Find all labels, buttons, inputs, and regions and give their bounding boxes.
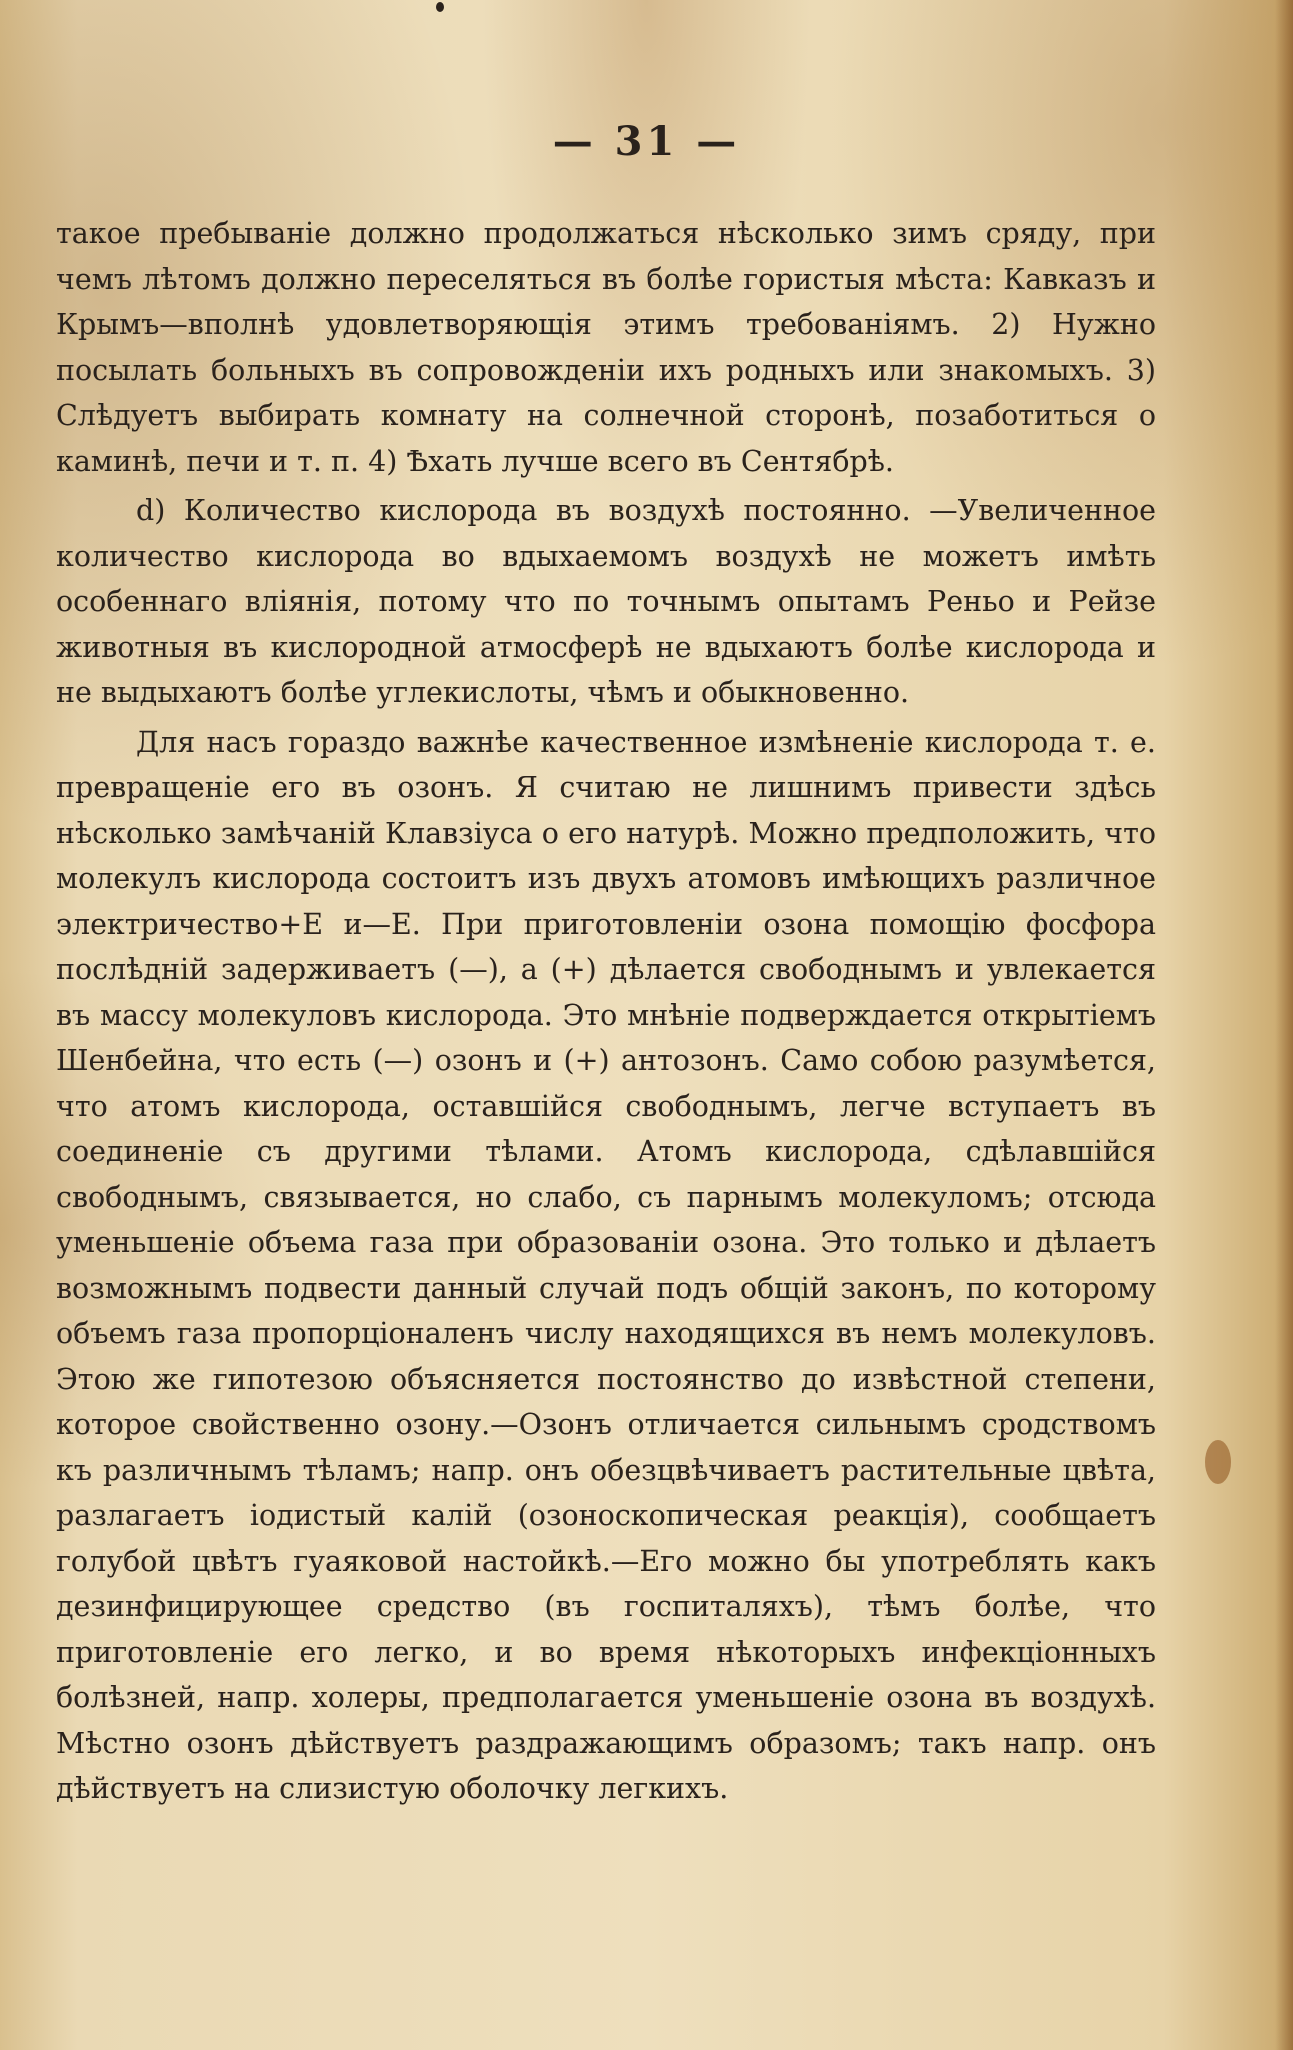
paragraph-2: d) Количество кислорода въ воздухѣ постоянно. —Увеличенное количество кислорода во вдыхаемомъ воздухѣ не можетъ имѣть особеннаго вліянія, потому что по точнымъ опытамъ Реньо и Рейзе животныя въ кислородной атмосферѣ не вдыхаютъ болѣе кислорода и не выдыхаютъ болѣе углекислоты, чѣмъ и обыкновенно. — [56, 494, 1156, 709]
paragraph-1: такое пребываніе должно продолжаться нѣсколько зимъ сряду, при чемъ лѣтомъ должно переселяться въ болѣе гористыя мѣста: Кавказъ и Крымъ—вполнѣ удовлетворяющія этимъ требованіямъ. 2) Нужно посылать больныхъ въ сопровожденіи ихъ родныхъ или знакомыхъ. 3) Слѣдуетъ выбирать комнату на солнечной сторонѣ, позаботиться о каминѣ, печи и т. п. 4) Ѣхать лучше всего въ Сентябрѣ. — [56, 217, 1156, 478]
page-edge-shadow — [1275, 0, 1293, 2050]
paper-stain — [1205, 1440, 1231, 1484]
page-number: — 31 — — [552, 118, 741, 165]
paragraph-3: Для насъ гораздо важнѣе качественное измѣненіе кислорода т. е. превращеніе его въ озонъ. Я считаю не лишнимъ привести здѣсь нѣсколько замѣчаній Клавзіуса о его натурѣ. Можно предположить, что молекулъ кислорода состоитъ изъ двухъ атомовъ имѣющихъ различное электричество+Е и—Е. При приготовленіи озона помощію фосфора послѣдній задерживаетъ (—), а (+) дѣлается свободнымъ и увлекается въ массу молекуловъ кислорода. Это мнѣніе подверждается открытіемъ Шенбейна, что есть (—) озонъ и (+) антозонъ. Само собою разумѣется, что атомъ кислорода, оставшійся свободнымъ, легче вступаетъ въ соединеніе съ другими тѣлами. Атомъ кислорода, сдѣлавшійся свободнымъ, связывается, но слабо, съ парнымъ молекуломъ; отсюда уменьшеніе объема газа при образованіи озона. Это только и дѣлаетъ возможнымъ подвести данный случай подъ общій законъ, по которому объемъ газа пропорціоналенъ числу находящихся въ немъ молекуловъ. Этою же гипотезою объясняется постоянство до извѣстной степени, которое свойственно озону.—Озонъ отличается сильнымъ сродствомъ къ различнымъ тѣламъ; напр. онъ обезцвѣчиваетъ растительные цвѣта, разлагаетъ іодистый калій (озоноскопическая реакція), сообщаетъ голубой цвѣтъ гуаяковой настойкѣ.—Его можно бы употреблять какъ дезинфицирующее средство (въ госпиталяхъ), тѣмъ болѣе, что приготовленіе его легко, и во время нѣкоторыхъ инфекціонныхъ болѣзней, напр. холеры, предполагается уменьшеніе озона въ воздухѣ. Мѣстно озонъ дѣйствуетъ раздражающимъ образомъ; такъ напр. онъ дѣйствуетъ на слизистую оболочку легкихъ. — [56, 725, 1156, 1805]
body-text — [56, 211, 1156, 1816]
ink-mark — [436, 2, 444, 12]
